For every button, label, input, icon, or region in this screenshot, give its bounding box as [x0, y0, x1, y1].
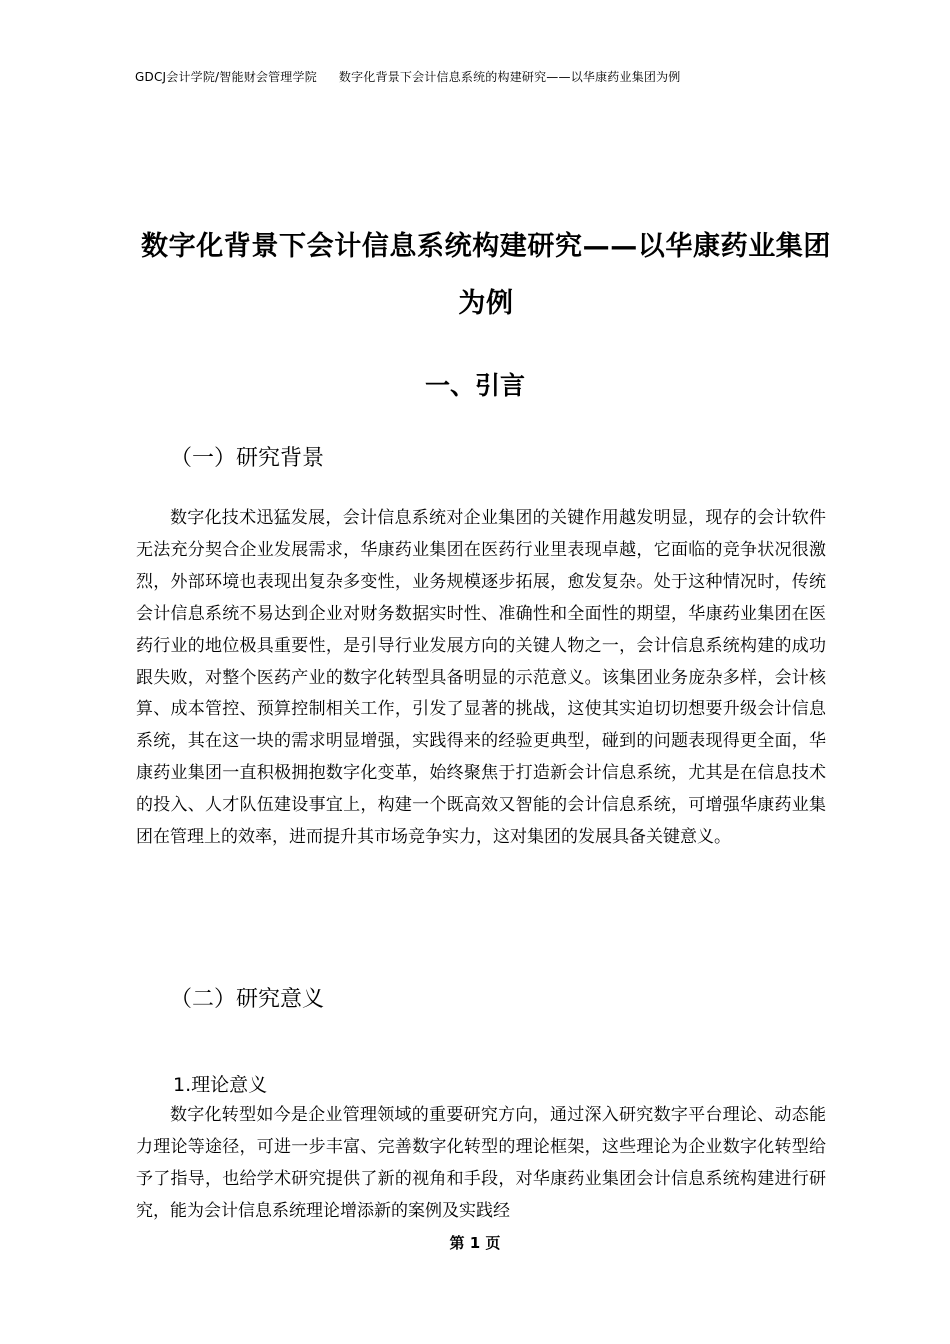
running-header [135, 68, 835, 85]
document-title: 数字化背景下会计信息系统构建研究——以华康药业集团为例 [141, 231, 831, 319]
paragraph-background: 数字化技术迅猛发展，会计信息系统对企业集团的关键作用越发明显，现存的会计软件无法充分契合企业发展需求，华康药业集团在医药行业里表现卓越，它面临的竞争状况很激烈，外部环境也表现出复杂多变性，业务规模逐步拓展，愈发复杂。处于这种情况时，传统会计信息系统不易达到企业对财务数据实时性、准确性和全面性的期望，华康药业集团在医药行业的地位极具重要性，是引导行业发展方向的关键人物之一，会计信息系统构建的成功跟失败，对整个医药产业的数字化转型具备明显的示范意义。该集团业务庞杂多样，会计核算、成本管控、预算控制相关工作，引发了显著的挑战，这使其实迫切切想要升级会计信息系统，其在这一块的需求明显增强，实践得来的经验更典型，碰到的问题表现得更全面，华康药业集团一直积极拥抱数字化变革，始终聚焦于打造新会计信息系统，尤其是在信息技术的投入、人才队伍建设事宜上，构建一个既高效又智能的会计信息系统，可增强华康药业集团在管理上的效率，进而提升其市场竞争实力，这对集团的发展具备关键意义。 [136, 508, 826, 848]
section-heading-introduction: 一、引言 [424, 371, 525, 400]
paragraph-theory: 数字化转型如今是企业管理领域的重要研究方向，通过深入研究数字平台理论、动态能力理论等途径，可进一步丰富、完善数字化转型的理论框架，这些理论为企业数字化转型给予了指导，也给学术研究提供了新的视角和手段，对华康药业集团会计信息系统构建进行研究，能为会计信息系统理论增添新的案例及实践经 [136, 1105, 826, 1221]
subsection-heading-significance: （二）研究意义 [170, 987, 325, 1012]
header-running-title: 数字化背景下会计信息系统的构建研究——以华康药业集团为例 [338, 70, 681, 84]
page-number: 第 1 页 [449, 1234, 501, 1252]
header-institution: GDCJ会计学院/智能财会管理学院 [135, 70, 317, 84]
subsubsection-heading-theory: 1.理论意义 [173, 1074, 268, 1096]
subsection-heading-background: （一）研究背景 [170, 446, 325, 471]
